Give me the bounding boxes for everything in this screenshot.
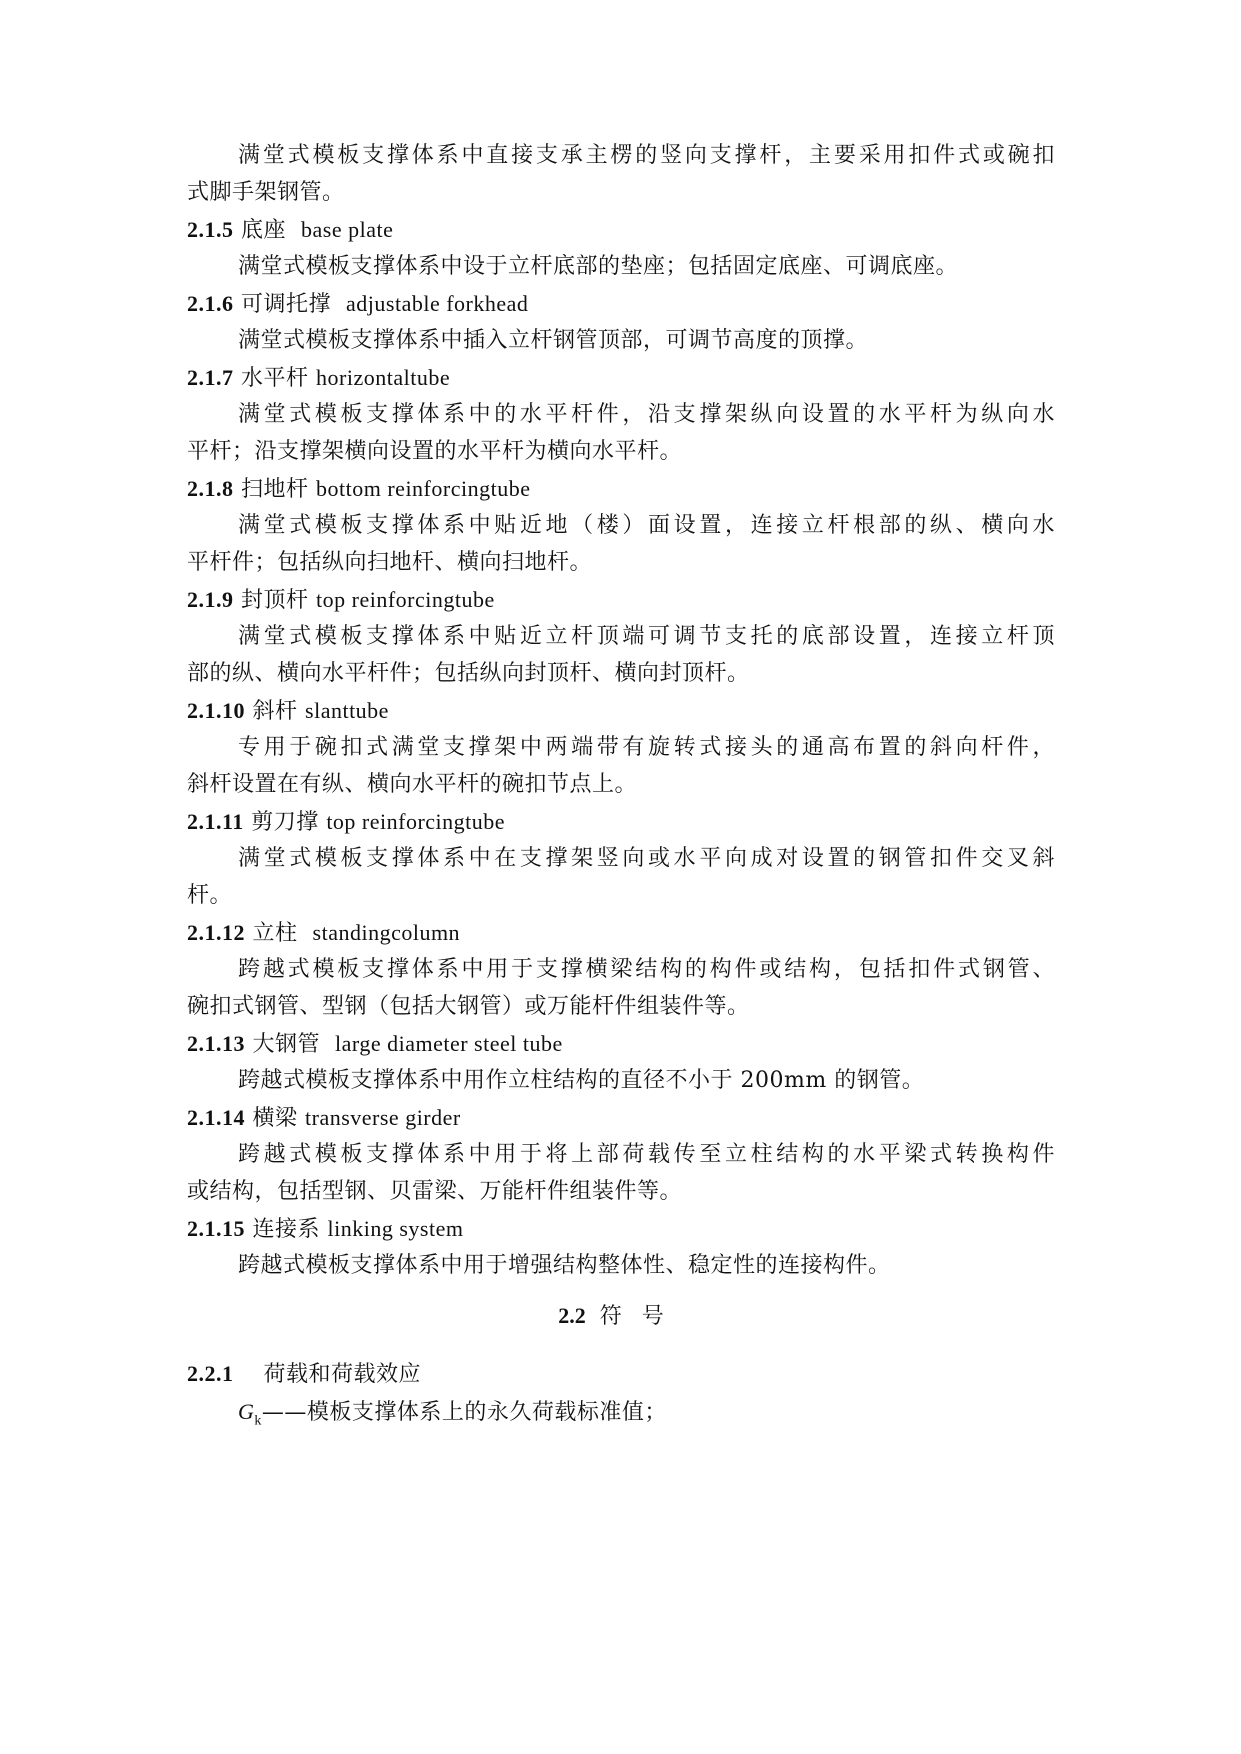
- term-english: top reinforcingtube: [326, 809, 506, 834]
- subsection-number: 2.2.1: [187, 1361, 234, 1386]
- term-english: linking system: [327, 1216, 464, 1241]
- paragraph-line: 满堂式模板支撑体系中直接支承主楞的竖向支撑杆，主要采用扣件式或碗扣: [238, 143, 1055, 168]
- term-english: adjustable forkhead: [346, 291, 529, 316]
- term-english: horizontaltube: [316, 365, 451, 390]
- clause-number: 2.1.5: [187, 217, 234, 242]
- term-heading: [187, 1028, 1055, 1061]
- term-chinese: 剪刀撑: [251, 810, 319, 835]
- symbol-description: ——模板支撑体系上的永久荷载标准值；: [261, 1400, 667, 1425]
- paragraph-line: 跨越式模板支撑体系中用于支撑横梁结构的构件或结构，包括扣件式钢管、: [238, 957, 1055, 982]
- term-chinese: 立柱: [252, 921, 298, 946]
- term-english: bottom reinforcingtube: [316, 476, 531, 501]
- paragraph-line: 杆。: [187, 883, 233, 908]
- symbol-subscript: k: [254, 1413, 262, 1429]
- paragraph-line: 满堂式模板支撑体系中贴近地（楼）面设置，连接立杆根部的纵、横向水: [238, 513, 1055, 538]
- paragraph-line: 满堂式模板支撑体系中插入立杆钢管顶部，可调节高度的顶撑。: [238, 328, 869, 353]
- term-chinese: 连接系: [252, 1217, 321, 1242]
- term-chinese: 扫地杆: [241, 477, 309, 502]
- paragraph-line: 碗扣式钢管、型钢（包括大钢管）或万能杆件组装件等。: [187, 994, 750, 1019]
- paragraph-line: 平杆；沿支撑架横向设置的水平杆为横向水平杆。: [187, 439, 683, 464]
- term-chinese: 斜杆: [252, 699, 298, 724]
- clause-number: 2.1.14: [187, 1105, 245, 1130]
- paragraph-line: 跨越式模板支撑体系中用于增强结构整体性、稳定性的连接构件。: [238, 1253, 891, 1278]
- paragraph-line: 跨越式模板支撑体系中用作立柱结构的直径不小于 200mm 的钢管。: [238, 1068, 925, 1093]
- section-title: 符号: [599, 1304, 684, 1329]
- section-number: 2.2: [558, 1303, 586, 1328]
- paragraph-line: 式脚手架钢管。: [187, 180, 345, 205]
- term-heading: [187, 806, 1055, 839]
- paragraph-line: 满堂式模板支撑体系中设于立杆底部的垫座；包括固定底座、可调底座。: [238, 254, 959, 279]
- subsection-title: 荷载和荷载效应: [263, 1362, 421, 1387]
- term-chinese: 可调托撑: [241, 292, 332, 317]
- section-heading: [187, 1300, 1055, 1333]
- term-chinese: 大钢管: [252, 1032, 321, 1057]
- paragraph-line: 满堂式模板支撑体系中贴近立杆顶端可调节支托的底部设置，连接立杆顶: [238, 624, 1055, 649]
- paragraph-line: 部的纵、横向水平杆件；包括纵向封顶杆、横向封顶杆。: [187, 661, 750, 686]
- clause-number: 2.1.6: [187, 291, 234, 316]
- paragraph-line: 斜杆设置在有纵、横向水平杆的碗扣节点上。: [187, 772, 638, 797]
- term-english: top reinforcingtube: [316, 587, 495, 612]
- term-heading: [187, 917, 1055, 950]
- term-heading: [187, 473, 1055, 506]
- clause-number: 2.1.12: [187, 920, 245, 945]
- clause-number: 2.1.7: [187, 365, 234, 390]
- clause-number: 2.1.10: [187, 698, 245, 723]
- term-heading: [187, 584, 1055, 617]
- term-heading: [187, 362, 1055, 395]
- paragraph-line: 或结构，包括型钢、贝雷梁、万能杆件组装件等。: [187, 1179, 683, 1204]
- paragraph-line: 平杆件；包括纵向扫地杆、横向扫地杆。: [187, 550, 593, 575]
- term-chinese: 封顶杆: [241, 588, 309, 613]
- term-english: transverse girder: [305, 1105, 461, 1130]
- subsection-heading: [187, 1358, 1055, 1391]
- symbol-letter: G: [238, 1399, 255, 1424]
- clause-number: 2.1.8: [187, 476, 234, 501]
- term-heading: [187, 1213, 1055, 1246]
- clause-number: 2.1.9: [187, 587, 234, 612]
- clause-number: 2.1.13: [187, 1031, 245, 1056]
- term-chinese: 横梁: [252, 1106, 298, 1131]
- paragraph-line: 满堂式模板支撑体系中在支撑架竖向或水平向成对设置的钢管扣件交叉斜: [238, 846, 1055, 871]
- paragraph-line: 专用于碗扣式满堂支撑架中两端带有旋转式接头的通高布置的斜向杆件，: [238, 735, 1055, 760]
- paragraph-line: 跨越式模板支撑体系中用于将上部荷载传至立柱结构的水平梁式转换构件: [238, 1142, 1055, 1167]
- term-chinese: 底座: [241, 218, 287, 243]
- term-heading: [187, 1102, 1055, 1135]
- term-english: large diameter steel tube: [335, 1031, 563, 1056]
- term-english: base plate: [301, 217, 394, 242]
- term-chinese: 水平杆: [241, 366, 309, 391]
- term-english: slanttube: [305, 698, 389, 723]
- term-heading: [187, 695, 1055, 728]
- term-heading: [187, 214, 1055, 247]
- clause-number: 2.1.15: [187, 1216, 245, 1241]
- term-english: standingcolumn: [312, 920, 461, 945]
- paragraph-line: 满堂式模板支撑体系中的水平杆件，沿支撑架纵向设置的水平杆为纵向水: [238, 402, 1055, 427]
- symbol-definition: [238, 1396, 1055, 1437]
- clause-number: 2.1.11: [187, 809, 244, 834]
- term-heading: [187, 288, 1055, 321]
